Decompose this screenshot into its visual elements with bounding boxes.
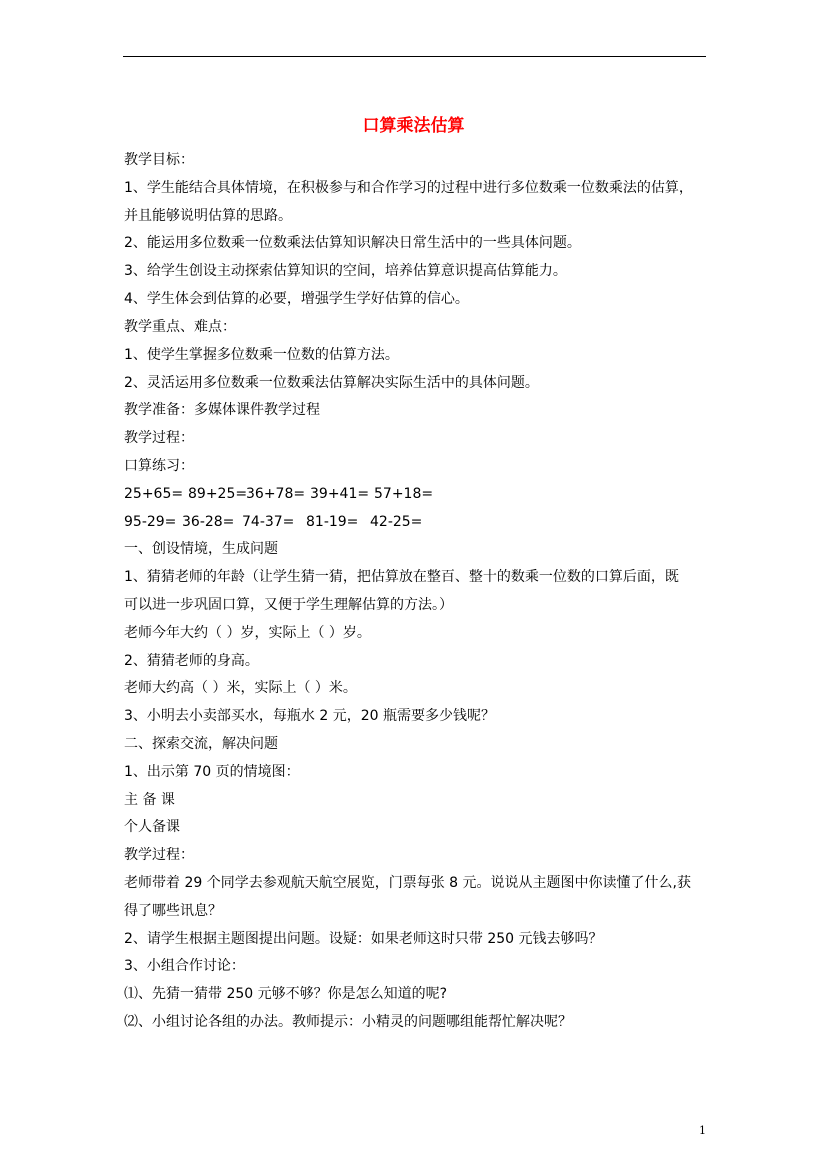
section-heading-process: 教学过程：: [124, 430, 194, 446]
scenario: 老师带着 29 个同学去参观航天航空展览，门票每张 8 元。说说从主题图中你读懂了什么,获: [124, 875, 691, 891]
preparation: 教学准备：多媒体课件教学过程: [124, 402, 320, 418]
age-question: 老师今年大约（ ）岁，实际上（ ）岁。: [124, 625, 371, 641]
calc-row: [124, 484, 710, 504]
section-heading-situation: 一、创设情境，生成问题: [124, 541, 278, 557]
explore-step-1: 1、出示第 70 页的情境图：: [124, 764, 300, 780]
activity-1: 1、猜猜老师的年龄（让学生猜一猜，把估算放在整百、整十的数乘一位数的口算后面，既: [124, 569, 679, 585]
key-point-2: 2、灵活运用多位数乘一位数乘法估算解决实际生活中的具体问题。: [124, 375, 539, 391]
calc-item: 74-37=: [242, 514, 295, 530]
activity-3: 3、小明去小卖部买水，每瓶水 2 元，20 瓶需要多少钱呢？: [124, 708, 495, 724]
process-label: 教学过程：: [124, 847, 194, 863]
activity-1-continued: 可以进一步巩固口算，又便于学生理解估算的方法。）: [124, 597, 453, 613]
calc-item: 57+18=: [374, 486, 434, 502]
height-question: 老师大约高（ ）米，实际上（ ）米。: [124, 680, 357, 696]
calc-item: 81-19=: [306, 514, 359, 530]
calc-item: 39+41=: [310, 486, 370, 502]
scenario-continued: 得了哪些讯息？: [124, 903, 222, 919]
main-lesson-label: 主 备 课: [124, 792, 175, 808]
calc-item: 42-25=: [370, 514, 423, 530]
discussion-1: ⑴、先猜一猜带 250 元够不够？你是怎么知道的呢?: [124, 986, 448, 1002]
calc-item: 36-28=: [182, 514, 235, 530]
objective-1-continued: 并且能够说明估算的思路。: [124, 208, 292, 224]
objective-2: 2、能运用多位数乘一位数乘法估算知识解决日常生活中的一些具体问题。: [124, 235, 581, 251]
objective-1: 1、学生能结合具体情境，在积极参与和合作学习的过程中进行多位数乘一位数乘法的估算，: [124, 180, 693, 196]
section-heading-key-points: 教学重点、难点：: [124, 319, 236, 335]
page-number: 1: [699, 1124, 706, 1137]
discussion-2: ⑵、小组讨论各组的办法。教师提示：小精灵的问题哪组能帮忙解决呢？: [124, 1014, 572, 1030]
section-heading-explore: 二、探索交流，解决问题: [124, 736, 278, 752]
objective-4: 4、学生体会到估算的必要，增强学生学好估算的信心。: [124, 291, 469, 307]
page-title: 口算乘法估算: [362, 116, 465, 136]
section-heading-objectives: 教学目标：: [124, 152, 194, 168]
calc-item: 36+78=: [246, 486, 306, 502]
personal-lesson-label: 个人备课: [124, 819, 180, 835]
header-rule: [123, 56, 706, 57]
calc-item: 25+65=: [124, 486, 184, 502]
key-point-1: 1、使学生掌握多位数乘一位数的估算方法。: [124, 347, 399, 363]
section-heading-mental-math: 口算练习：: [124, 458, 194, 474]
objective-3: 3、给学生创设主动探索估算知识的空间，培养估算意识提高估算能力。: [124, 263, 567, 279]
explore-step-2: 2、请学生根据主题图提出问题。设疑：如果老师这时只带 250 元钱去够吗？: [124, 931, 603, 947]
calc-item: 95-29=: [124, 514, 177, 530]
calc-item: 89+25=: [188, 486, 248, 502]
activity-2: 2、猜猜老师的身高。: [124, 653, 259, 669]
explore-step-3: 3、小组合作讨论：: [124, 958, 245, 974]
calc-row: [124, 512, 710, 532]
